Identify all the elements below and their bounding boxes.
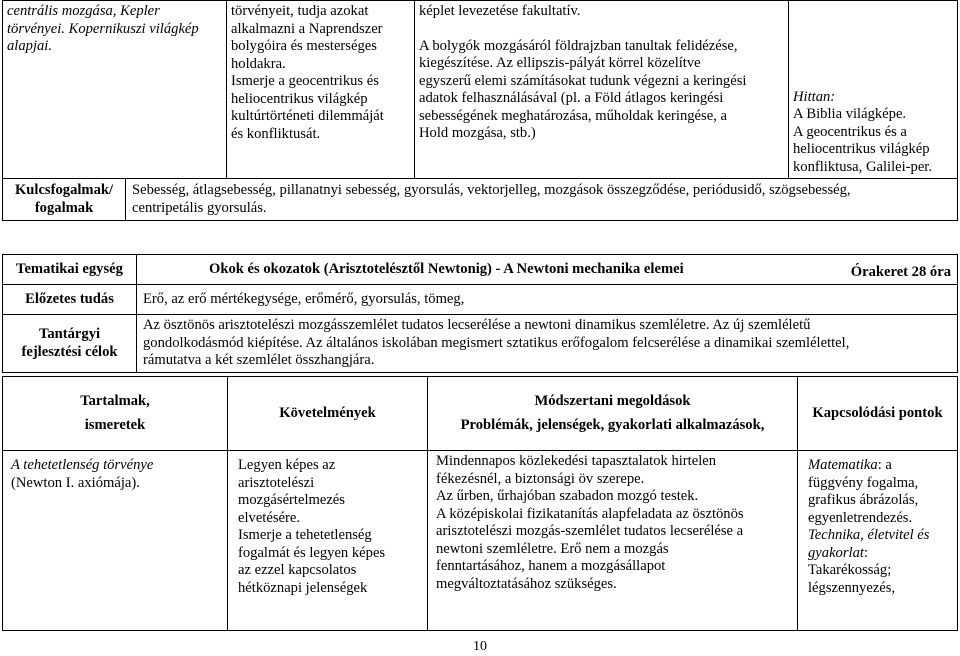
kovetelmeny-line: elvetésére. [238,509,300,526]
kovetelmeny-line: Ismerje a tehetetlenség [238,527,372,543]
row-modszertan [428,451,798,631]
modszertan-line: A középiskolai fizikatanítás alapfeladata az ösztönös [436,505,744,522]
top-col3-line: egyszerű elemi számításokat tudunk végezni a keringési [419,72,747,89]
kapcsolodas-line: grafikus ábrázolás, [808,492,919,508]
top-col2-line: Ismerje a geocentrikus és [231,73,379,89]
row-tartalom [3,451,228,631]
content-table [2,376,958,631]
unit-title-cell [137,255,958,285]
modszertan-line: fenntartásához, hanem a mozgásállapot [436,558,666,574]
kulcsfogalmak-line: centripetális gyorsulás. [132,199,267,216]
kapcsolodas-line: függvény fogalma, [808,474,919,491]
top-col3-line: A bolygók mozgásáról földrajzban tanultak felidézése, [419,37,738,54]
kovetelmeny-line: fogalmát és legyen képes [238,544,386,561]
kulcsfogalmak-line: Sebesség, átlagsebesség, pillanatnyi sebesség, gyorsulás, vektorjelleg, mozgások összegződése, periódusidő, szögsebesség, [132,182,851,198]
unit-title: Okok és okozatok (Arisztotelésztől Newtonig) - A Newtoni mechanika elemei [209,260,684,277]
orakeret: Órakeret 28 óra [850,263,951,280]
unit-table [2,254,958,373]
kapcsolodas-line: Takarékosság; [808,562,892,578]
tematikai-egyseg-label: Tematikai egység [3,255,137,285]
modszertan-line: megváltoztatásához szükséges. [436,575,617,592]
kapcsolodas-colon-2: : [863,544,868,561]
kulcsfogalmak-label [3,179,126,220]
celok-line: Az ösztönös arisztotelészi mozgásszemlélet tudatos lecserélése a newtoni dinamikus szemléletre. Az új szemléletű [143,317,811,333]
top-col4-line: konfliktusa, Galilei-per. [793,158,933,175]
hittan-label: Hittan: [793,88,836,105]
celok-line: gondolkodásmód kiépítése. Az általános iskolában megismert sztatikus erőfogalom felcserélése a dinamikai szemlélettel, [143,334,850,351]
fejlesztesi-celok-label-line: Tantárgyi [38,326,101,342]
tartalom-italic: A tehetetlenség törvénye [11,457,154,473]
kulcsfogalmak-label-line: Kulcsfogalmak/ [14,182,114,198]
kovetelmeny-line: mozgásértelmezés [238,492,345,508]
top-col3-cell [415,1,789,179]
kulcsfogalmak-row [3,179,958,221]
row-kapcsolodas [798,451,958,631]
top-col3-line: Hold mozgása, stb.) [419,125,536,141]
kapcsolodas-line: légszennyezés, [808,579,896,596]
header-modszertani-line: Problémák, jelenségek, gyakorlati alkalmazások, [460,416,765,433]
header-tartalmak-line: ismeretek [84,416,146,433]
top-col2-line: törvényeit, tudja azokat [231,3,369,19]
kapcsolodas-gyakorlat: gyakorlat [808,544,864,561]
header-tartalmak-line: Tartalmak, [80,393,150,409]
top-col1-line: centrális mozgása, Kepler [7,3,160,19]
top-col4-line: heliocentrikus világkép [793,141,930,157]
top-col2-line: heliocentrikus világkép [231,90,368,107]
kulcsfogalmak-text [126,179,857,220]
top-col2-line: és konfliktusát. [231,125,321,142]
header-modszertani [428,377,798,451]
top-col3-line: kiegészítése. Az ellipszis-pályát körrel közelítve [419,55,701,71]
kovetelmeny-line: arisztotelészi [238,474,315,491]
kulcsfogalmak-label-line: fogalmak [34,199,94,216]
kapcsolodas-line: egyenletrendezés. [808,509,913,526]
kovetelmeny-line: az ezzel kapcsolatos [238,562,357,578]
kapcsolodas-technika: Technika, életvitel és [808,527,930,543]
top-col2-line: holdakra. [231,55,286,72]
header-tartalmak [3,377,228,451]
fejlesztesi-celok-label [3,315,137,373]
elozetes-tudas-label: Előzetes tudás [3,285,137,315]
kapcsolodas-matematika: Matematika [808,457,878,473]
tartalom-rest: (Newton I. axiómája). [11,474,140,491]
celok-line: rámutatva a két szemlélet összhangjára. [143,352,375,368]
kapcsolodas-line-gyakorlat [808,545,953,563]
top-col4-line: A geocentrikus és a [793,123,907,140]
kovetelmeny-line: hétköznapi jelenségek [238,579,368,596]
top-col1-cell [3,1,227,179]
top-col2-cell [227,1,415,179]
top-col4-cell [789,1,958,179]
fejlesztesi-celok-label-line: fejlesztési célok [21,343,118,360]
modszertan-line: arisztotelészi mozgás-szemlélet tudatos lecserélése a [436,523,744,539]
top-col1-line: törvényei. Kopernikuszi világkép [7,20,199,37]
kapcsolodas-line-1 [808,457,953,475]
header-kovetelmenyek: Követelmények [228,377,428,451]
header-kapcsolodasi: Kapcsolódási pontok [798,377,958,451]
page-number: 10 [473,639,487,654]
top-col2-line: bolygóira és mesterséges [231,38,377,54]
kovetelmeny-line: Legyen képes az [238,457,336,473]
top-col4-line: A Biblia világképe. [793,106,907,122]
top-col2-line: kultúrtörténeti dilemmáját [231,108,384,124]
modszertan-line: fékezésnél, a biztonsági öv szerepe. [436,470,645,487]
header-modszertani-line: Módszertani megoldások [534,393,691,409]
top-col1-line: alapjai. [7,38,52,54]
kapcsolodas-colon: : a [877,457,892,473]
row-kovetelmeny [228,451,428,631]
top-col3-line: adatok felhasználásával (pl. a Föld átlagos keringési [419,90,724,106]
modszertan-line: newtoni szemléletre. Erő nem a mozgás [436,540,669,557]
top-table [2,0,958,221]
fejlesztesi-celok-text [137,315,958,373]
top-col3-p1: képlet levezetése fakultatív. [419,3,581,19]
modszertan-line: Mindennapos közlekedési tapasztalatok hirtelen [436,453,717,469]
modszertan-line: Az űrben, űrhajóban szabadon mozgó testek. [436,488,699,504]
elozetes-tudas-text: Erő, az erő mértékegysége, erőmérő, gyorsulás, tömeg, [137,285,958,315]
top-col2-line: alkalmazni a Naprendszer [231,20,383,37]
top-col3-line: sebességének meghatározása, műholdak keringése, a [419,107,727,124]
